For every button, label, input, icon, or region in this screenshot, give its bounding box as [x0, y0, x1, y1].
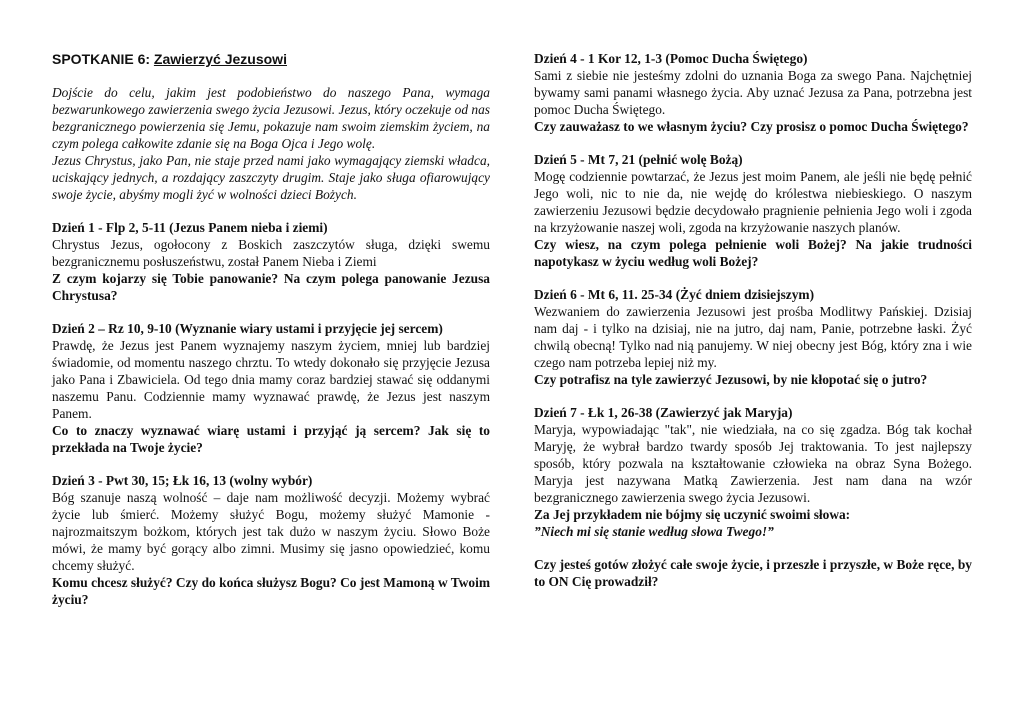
intro-paragraph-1: Dojście do celu, jakim jest podobieństwo do naszego Pana, wymaga bezwarunkowego zawierzenia swego życia Jezusowi. Jezus, który oczekuje od nas bezgranicznego powierzenia się Jemu, pokazuje nam swoim ziemskim życiem, na czym polega całkowite zdanie się na Boga Ojca i Jego wolę.: [52, 85, 490, 151]
day-body: Bóg szanuje naszą wolność – daje nam możliwość decyzji. Możemy wybrać życie lub śmierć. Możemy służyć Bogu, możemy służyć Mamonie - najrozmaitszym bożkom, których jest tak dużo w naszym życiu. Słowo Boże mówi, że mamy być gorący albo zimni. Musimy się jasno opowiedzieć, komu chcemy służyć.: [52, 490, 490, 573]
right-column: [534, 50, 972, 590]
day-heading: Dzień 4 - 1 Kor 12, 1-3 (Pomoc Ducha Świętego): [534, 51, 808, 66]
day-quote: ”Niech mi się stanie według słowa Twego!”: [534, 524, 774, 539]
day-6-section: [534, 286, 972, 388]
day-question: Czy zauważasz to we własnym życiu? Czy prosisz o pomoc Ducha Świętego?: [534, 119, 969, 134]
intro-paragraph-2: Jezus Chrystus, jako Pan, nie staje przed nami jako wymagający ziemski władca, uciskający jednych, a rozdający zaszczyty drugim. Staje jako sługa ofiarowujący swoje życie, abyśmy mogli żyć w wolności dzieci Bożych.: [52, 153, 490, 202]
title-prefix: SPOTKANIE 6:: [52, 51, 154, 67]
day-7-section: [534, 404, 972, 540]
day-heading: Dzień 5 - Mt 7, 21 (pełnić wolę Bożą): [534, 152, 743, 167]
day-4-section: [534, 50, 972, 135]
day-heading: Dzień 7 - Łk 1, 26-38 (Zawierzyć jak Maryja): [534, 405, 793, 420]
day-question: Czy potrafisz na tyle zawierzyć Jezusowi, by nie kłopotać się o jutro?: [534, 372, 928, 387]
day-heading: Dzień 6 - Mt 6, 11. 25-34 (Żyć dniem dzisiejszym): [534, 287, 815, 302]
day-question: Co to znaczy wyznawać wiarę ustami i przyjąć ją sercem? Jak się to przekłada na Twoje życie?: [52, 423, 490, 455]
day-2-section: [52, 320, 490, 456]
day-body: Mogę codziennie powtarzać, że Jezus jest moim Panem, ale jeśli nie będę pełnić Jego woli, nic to nie da, nie wejdę do królestwa niebieskiego. O naszym zawierzeniu Jezusowi będzie decydowało pragnienie pełnienia Jego woli i zgoda na krzyżowanie naszej woli, zgoda na krzyżowanie naszych planów.: [534, 169, 972, 235]
day-question: Z czym kojarzy się Tobie panowanie? Na czym polega panowanie Jezusa Chrystusa?: [52, 271, 490, 303]
day-heading: Dzień 1 - Flp 2, 5-11 (Jezus Panem nieba i ziemi): [52, 220, 328, 235]
day-3-section: [52, 472, 490, 608]
title-topic: Zawierzyć Jezusowi: [153, 51, 287, 67]
day-body: Wezwaniem do zawierzenia Jezusowi jest prośba Modlitwy Pańskiej. Dzisiaj nam daj - i tylko na dzisiaj, nie na jutro, daj nam, Panie, potrzebne łaski. Żyć chwilą obecną! Tylko nad nią panujemy. W niej obecny jest Bóg, który zna i wie czego nam potrzeba lepiej niż my.: [534, 304, 972, 370]
day-heading: Dzień 2 – Rz 10, 9-10 (Wyznanie wiary ustami i przyjęcie jej sercem): [52, 321, 443, 336]
closing-question: Czy jesteś gotów złożyć całe swoje życie, i przeszłe i przyszłe, w Boże ręce, by to ON Cię prowadził?: [534, 557, 972, 589]
day-body: Sami z siebie nie jesteśmy zdolni do uznania Boga za swego Pana. Najchętniej bywamy sami panami własnego życia. Aby uznać Jezusa za Pana, potrzebna jest pomoc Ducha Świętego.: [534, 68, 972, 117]
day-5-section: [534, 151, 972, 270]
page-title: [52, 50, 490, 68]
day-heading: Dzień 3 - Pwt 30, 15; Łk 16, 13 (wolny wybór): [52, 473, 313, 488]
day-question: Komu chcesz służyć? Czy do końca służysz Bogu? Co jest Mamoną w Twoim życiu?: [52, 575, 490, 607]
day-body: Prawdę, że Jezus jest Panem wyznajemy naszym życiem, mniej lub bardziej świadomie, od momentu naszego chrztu. To wtedy dokonało się przyjęcie Jezusa jako Pana i Zbawiciela. Od tego dnia mamy coraz bardziej stawać się oddanymi naszemu Panu. Codziennie mamy wyznawać prawdę, że Jezus jest naszym Panem.: [52, 338, 490, 421]
closing-section: [534, 556, 972, 590]
left-column: [52, 50, 490, 608]
day-question: Za Jej przykładem nie bójmy się uczynić swoimi słowa:: [534, 507, 851, 522]
day-1-section: [52, 219, 490, 304]
day-body: Chrystus Jezus, ogołocony z Boskich zaszczytów sługa, dzięki swemu bezgranicznemu posłuszeństwu, został Panem Nieba i Ziemi: [52, 237, 490, 269]
day-body: Maryja, wypowiadając "tak", nie wiedziała, na co się zgadza. Bóg tak kochał Maryję, że wybrał bardzo twardy sposób Jej traktowania. To jest najlepszy sposób, który pozwala na kształtowanie człowieka na obraz Syna Bożego. Maryja jest nazywana Matką Zawierzenia. Jest nam dana na wzór bezgranicznego zawierzenia swego życia Jezusowi.: [534, 422, 972, 505]
day-question: Czy wiesz, na czym polega pełnienie woli Bożej? Na jakie trudności napotykasz w życiu według woli Bożej?: [534, 237, 972, 269]
